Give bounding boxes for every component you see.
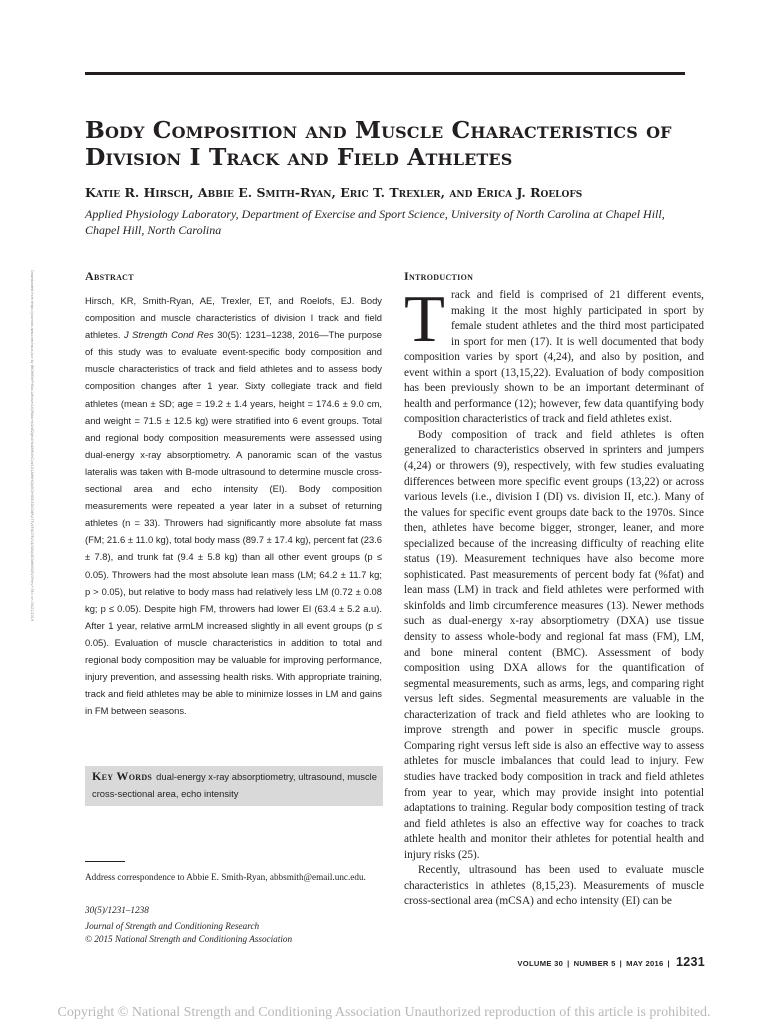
copyright-watermark: Copyright © National Strength and Conditioning Association Unauthorized reproduction of this article is prohibited. (57, 1005, 711, 1020)
abstract-citation: Hirsch, KR, Smith-Ryan, AE, Trexler, ET, and Roelofs, EJ. Body composition and muscle characteristics of division I track and field athletes. (85, 295, 382, 341)
keywords-text: dual-energy x-ray absorptiometry, ultrasound, muscle cross-sectional area, echo intensity (92, 771, 377, 800)
abstract-body: The purpose of this study was to evaluate event-specific body composition and muscle characteristics of track and field athletes and to assess body composition changes after 1 year. Sixty collegiate track and field athletes (mean ± SD; age = 19.2 ± 1.4 years, height = 174.6 ± 9.0 cm, and weight = 71.5 ± 12.5 kg) were stratified into 6 event groups. Total and regional body composition measurements were assessed using dual-energy x-ray absorptiometry. A panoramic scan of the vastus lateralis was taken with B-mode ultrasound to determine muscle cross-sectional area and echo intensity (EI). Body composition measurements were repeated a year later in a subset of returning athletes (n = 33). Throwers had significantly more absolute fat mass (FM; 21.6 ± 11.0 kg), total body mass (89.7 ± 17.4 kg), percent fat (23.6 ± 7.8), and trunk fat (9.4 ± 5.8 kg) than all other event groups (p ≤ 0.05). Throwers had the most absolute lean mass (LM; 64.2 ± 11.7 kg; p > 0.05), but relative to body mass had relatively less LM (0.72 ± 0.08 kg; p ≤ 0.05). Despite high FM, throwers had lower EI (63.4 ± 5.2 a.u). After 1 year, relative armLM increased slightly in all event groups (p ≤ 0.05). Evaluation of muscle characteristics in addition to total and regional body composition may be valuable for improving performance, injury prevention, and assessing health risks. With appropriate training, track and field athletes may be able to minimize losses in LM and gains in FM between seasons. (85, 329, 383, 717)
footer-separator: | (667, 959, 670, 968)
footer-number: NUMBER 5 (573, 959, 616, 968)
download-side-note-text: Downloaded from https://journals.lww.com/nsca-jscr by BhDMf5ePHKav1zEoum1tQfN4a+kJLhEZgbsIHo4XMi0hCywCX1AWnYQp/IlQrHD3i3D0OdRyi7TvSFl4Cf3VC4/OAVpDDa8KKGKV0Ymy+78= on 05/21/2019 (30, 270, 34, 622)
page-footer (517, 955, 705, 969)
footer-volume: VOLUME 30 (517, 959, 564, 968)
intro-paragraph-1-text: rack and field is comprised of 21 different events, making it the most highly participated in sport by female student athletes and the third most participated in sport for men (17). It is well documented that body composition varies by sport (4,24), and also by position, and event within a sport (13,15,22). Evaluation of body composition has been previously shown to be an important determinant of health and performance (12); however, few data quantifying body composition characteristics of track and field athletes exist. (404, 289, 704, 426)
footnote-journal: Journal of Strength and Conditioning Research (85, 921, 260, 931)
intro-paragraph-1 (404, 282, 704, 428)
footnote-pages: 30(5)/1231–1238 (85, 905, 149, 915)
intro-paragraph-2: Body composition of track and field athletes is often generalized to characteristics observed in sprinters and jumpers (4,24) or throwers (9), respectively, with few studies evaluating differences between more specific event groups (13,22) or across various levels (i.e., division I (DI) vs. division II, etc.). Many of the values for specific event groups date back to the 1970s. Since then, athletes have become bigger, stronger, leaner, and more specialized because of the increasing difficulty of reaching elite status (19). Measurement techniques have also become more sophisticated. Past measurements of percent body fat (%fat) and lean mass (LM) in track and field athletes were performed with skinfolds and limb circumference measures (13). Newer methods such as dual-energy x-ray absorptiometry (DXA) use tissue density to assess whole-body and regional fat mass (FM), LM, and bone mineral content (BMC). Assessment of body composition using DXA allows for the quantification of segmental measurements, such as arms, legs, and comparing right versus left sides. Segmental measurements are valuable in the characterization of track and field athletes who are looking to improve strength and power in specific muscle groups. Comparing right versus left side is also an effective way to assess athletes for muscle imbalances that could lead to injury. Few studies have tracked body composition in track and field athletes from year to year, which may provide insight into potential adaptations to training. Regular body composition testing of track and field athletes is also an effective way for coaches to track athlete health and monitor their athletes for potential health and injury risks (25). (404, 428, 704, 861)
author-list: Katie R. Hirsch, Abbie E. Smith-Ryan, Eric T. Trexler, and Erica J. Roelofs (85, 185, 583, 200)
abstract-journal: J Strength Cond Res (123, 329, 214, 341)
footer-date: MAY 2016 (626, 959, 664, 968)
header-rule (85, 72, 685, 75)
correspondence-address: Address correspondence to Abbie E. Smith-Ryan, abbsmith@email.unc.edu. (85, 872, 366, 882)
keywords-label: Key Words (92, 769, 153, 783)
abstract-heading: Abstract (85, 269, 134, 283)
footnote-rule (85, 861, 125, 862)
footer-separator: | (567, 959, 570, 968)
footer-separator: | (619, 959, 623, 968)
introduction-body (404, 282, 704, 910)
article-title: Body Composition and Muscle Characteristics of Division I Track and Field Athletes (85, 116, 672, 171)
abstract-citation-volume: 30(5): 1231–1238, 2016— (217, 329, 329, 341)
footnote-copyright: © 2015 National Strength and Conditioning Association (85, 934, 293, 944)
keywords (92, 768, 378, 803)
download-side-note (24, 270, 34, 670)
page-number: 1231 (675, 955, 705, 969)
affiliation: Applied Physiology Laboratory, Department of Exercise and Sport Science, University of North Carolina at Chapel Hill, Chapel Hill, North Carolina (85, 207, 665, 237)
introduction-heading: Introduction (404, 269, 474, 283)
intro-paragraph-3: Recently, ultrasound has been used to evaluate muscle characteristics in athletes (8,15,23). Measurements of muscle cross-sectional area (mCSA) and echo intensity (EI) can be (404, 864, 704, 908)
drop-cap: T (404, 282, 445, 356)
abstract-text (85, 292, 382, 719)
